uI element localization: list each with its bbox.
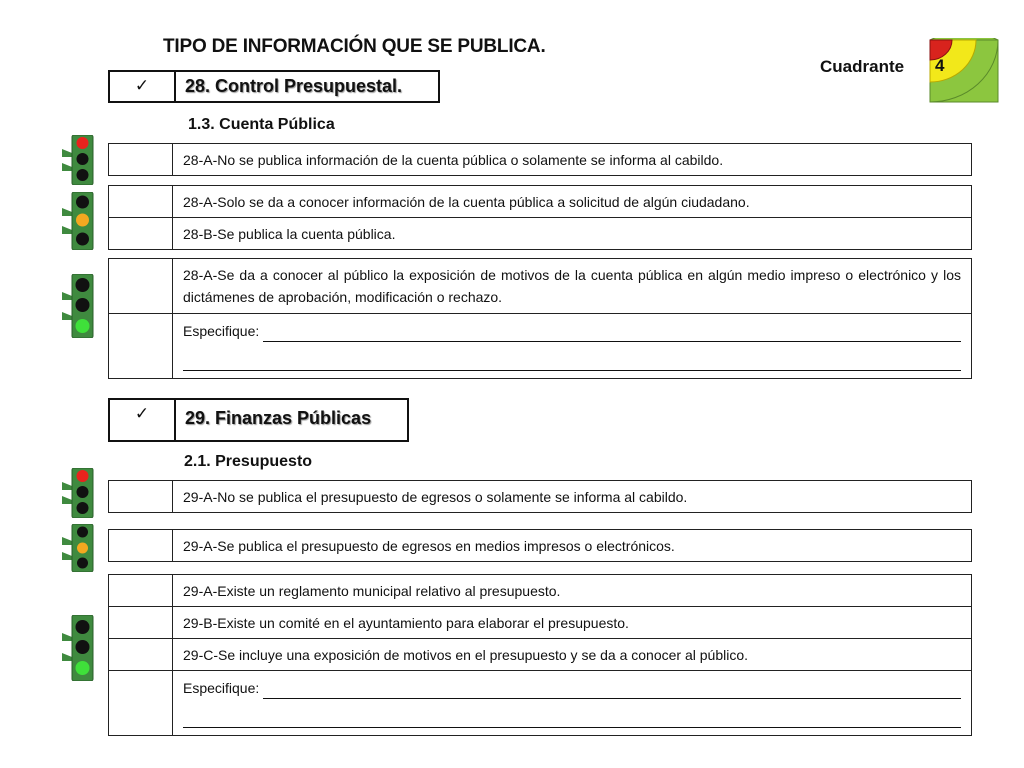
option-table-29-yellow — [108, 529, 972, 562]
checkbox-cell[interactable] — [109, 639, 173, 670]
table-row — [109, 575, 971, 606]
section-header-28 — [108, 70, 440, 103]
quadrant-label: Cuadrante — [820, 57, 905, 76]
traffic-light-yellow-icon — [60, 192, 96, 255]
section-check-28[interactable]: ✓ — [110, 72, 176, 101]
table-row — [109, 217, 971, 249]
table-row — [109, 530, 971, 561]
checkbox-cell[interactable] — [109, 144, 173, 175]
page-title: TIPO DE INFORMACIÓN QUE SE PUBLICA. — [163, 36, 546, 57]
specify-field[interactable] — [173, 314, 971, 378]
quadrant-number: 4 — [935, 56, 945, 75]
option-text: 28-A-Solo se da a conocer información de la cuenta pública a solicitud de algún ciudadano. — [183, 194, 750, 210]
traffic-light-green-icon — [60, 274, 96, 343]
checkbox-cell[interactable] — [109, 481, 173, 512]
table-row — [109, 259, 971, 313]
section-title-29: 29. Finanzas Públicas — [185, 408, 372, 428]
option-table-28-red — [108, 143, 972, 176]
checkbox-cell[interactable] — [109, 607, 173, 638]
specify-label: Especifique: — [183, 680, 260, 696]
traffic-light-yellow-icon — [60, 524, 96, 577]
section-check-29[interactable]: ✓ — [110, 400, 176, 440]
table-row — [109, 606, 971, 638]
option-text: 29-A-Se publica el presupuesto de egresos en medios impresos o electrónicos. — [183, 538, 675, 554]
option-table-29-red — [108, 480, 972, 513]
subheading-29: 2.1. Presupuesto — [184, 453, 313, 470]
section-header-29 — [108, 398, 409, 442]
subheading-28: 1.3. Cuenta Pública — [188, 116, 335, 133]
checkbox-cell[interactable] — [109, 530, 173, 561]
option-text: 28-A-No se publica información de la cuenta pública o solamente se informa al cabildo. — [183, 152, 724, 168]
quadrant-icon — [928, 38, 1000, 109]
option-text: 29-A-Existe un reglamento municipal relativo al presupuesto. — [183, 583, 561, 599]
option-table-28-green — [108, 258, 972, 379]
specify-field[interactable] — [173, 671, 971, 735]
option-text: 29-B-Existe un comité en el ayuntamiento para elaborar el presupuesto. — [183, 615, 629, 631]
specify-label: Especifique: — [183, 323, 260, 339]
checkbox-cell[interactable] — [109, 671, 173, 735]
option-text: 29-A-No se publica el presupuesto de egresos o solamente se informa al cabildo. — [183, 489, 688, 505]
option-text: 28-B-Se publica la cuenta pública. — [183, 226, 396, 242]
traffic-light-red-icon — [60, 468, 96, 523]
option-table-29-green — [108, 574, 972, 736]
option-text: 28-A-Se da a conocer al público la exposición de motivos de la cuenta pública en algún medio impreso o electrónico y los dictámenes de aprobación, modificación o rechazo. — [183, 267, 961, 305]
table-row — [109, 144, 971, 175]
option-table-28-yellow — [108, 185, 972, 250]
table-row — [109, 481, 971, 512]
traffic-light-green-icon — [60, 615, 96, 686]
table-row — [109, 313, 971, 378]
checkbox-cell[interactable] — [109, 218, 173, 249]
table-row — [109, 670, 971, 735]
table-row — [109, 638, 971, 670]
option-text: 29-C-Se incluye una exposición de motivos en el presupuesto y se da a conocer al público. — [183, 647, 748, 663]
checkbox-cell[interactable] — [109, 186, 173, 217]
traffic-light-red-icon — [60, 135, 96, 190]
checkbox-cell[interactable] — [109, 314, 173, 378]
table-row — [109, 186, 971, 217]
checkbox-cell[interactable] — [109, 575, 173, 606]
section-title-28: 28. Control Presupuestal. — [185, 76, 403, 96]
checkbox-cell[interactable] — [109, 259, 173, 313]
